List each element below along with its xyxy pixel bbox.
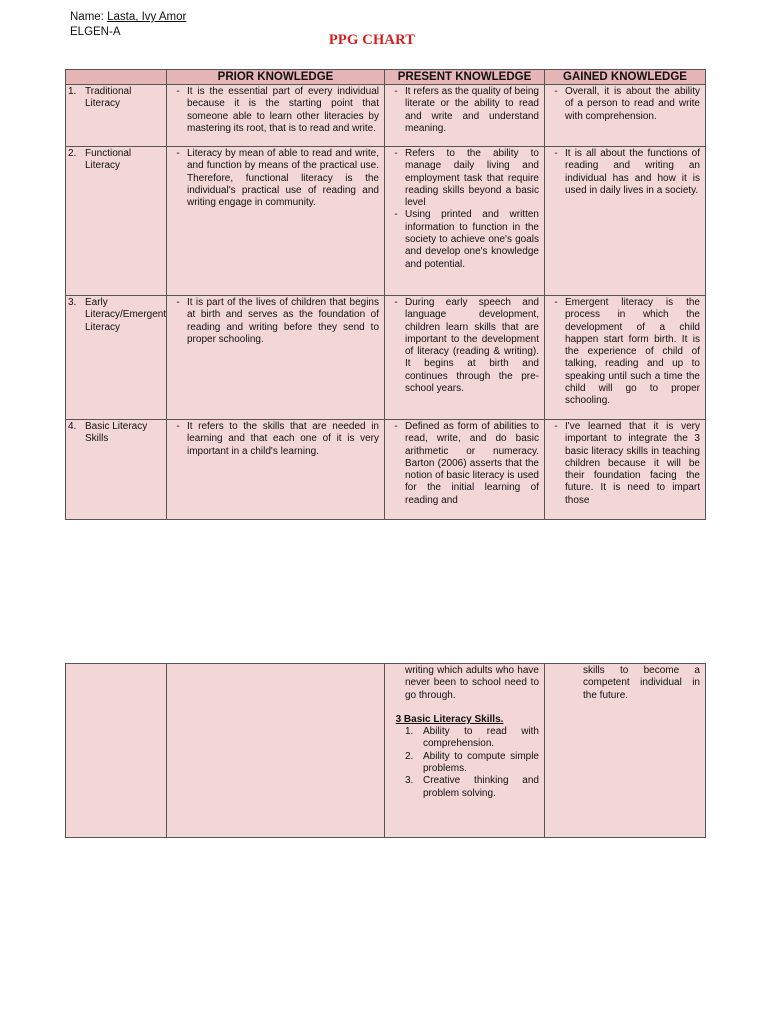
gained-cell: - Emergent literacy is the process in which the development of a child happen start form birth. It is the experience of child of talking, reading and up to speaking until such a time the child will go to proper schooling. xyxy=(545,296,706,420)
topic-label: Early Literacy/Emergent Literacy xyxy=(85,297,167,333)
name-label: Name: xyxy=(70,11,108,23)
list-item xyxy=(405,726,539,751)
list-item xyxy=(405,775,539,800)
gained-text: Emergent literacy is the process in which the development of a child happen start form birth. It is the experience of child of talking, reading and up to speaking until such a time the child will go to proper schooling. xyxy=(565,297,700,407)
gained-text: Overall, it is about the ability of a person to read and write with comprehension. xyxy=(565,86,700,122)
name-value: Lasta, Ivy Amor xyxy=(107,11,187,23)
topic-cell xyxy=(66,420,167,520)
table-row xyxy=(66,296,706,420)
prior-text: It refers to the skills that are needed in learning and that each one of it is very important in a child's learning. xyxy=(187,421,379,457)
topic-cell xyxy=(66,664,167,838)
topic-number: 2. xyxy=(68,148,77,159)
topic-number: 1. xyxy=(68,86,77,97)
gained-text: I've learned that it is very important to integrate the 3 basic literacy skills in teaching children because it will be their foundation facing the future. It is need to impart those xyxy=(565,421,700,506)
table-row xyxy=(66,147,706,296)
student-name xyxy=(70,10,186,24)
present-cell: - Refers to the ability to manage daily living and employment task that require reading skills beyond a basic level - Using printed and written information to function in the society to achieve one's goals and develop one's knowledge and potential. xyxy=(385,147,545,296)
table-row xyxy=(66,420,706,520)
prior-text: It is the essential part of every individual because it is the starting point that someone able to learn other literacies by mastering its root, that is to read and write. xyxy=(187,86,379,134)
column-header xyxy=(66,70,167,85)
column-header: GAINED KNOWLEDGE xyxy=(545,70,706,85)
present-cell: - During early speech and language development, children learn skills that are important to the development of literacy (reading & writing). It begins at birth and continues through the pre-school years. xyxy=(385,296,545,420)
gained-cell xyxy=(545,664,706,838)
topic-number: 4. xyxy=(68,421,77,432)
gained-cell: - It is all about the functions of reading and writing an individual has and how it is used in daily lives in a society. xyxy=(545,147,706,296)
gained-text: It is all about the functions of reading and writing an individual has and how it is used in daily lives in a society. xyxy=(565,148,700,196)
topic-cell xyxy=(66,147,167,296)
list-text: Ability to read with comprehension. xyxy=(423,726,539,750)
prior-text: Literacy by mean of able to read and write, and function by means of the practical use. Therefore, functional literacy is the individual's practical use of reading and writing engage in community. xyxy=(187,148,379,209)
present-text: Refers to the ability to manage daily living and employment task that require reading skills beyond a basic level xyxy=(405,148,539,209)
section-label: ELGEN-A xyxy=(70,26,121,38)
gained-cell: - I've learned that it is very important to integrate the 3 basic literacy skills in teaching children because it will be their foundation facing the future. It is need to impart those xyxy=(545,420,706,520)
basic-skills-list xyxy=(385,726,544,800)
column-header: PRESENT KNOWLEDGE xyxy=(385,70,545,85)
topic-cell xyxy=(66,85,167,147)
list-number: 2. xyxy=(405,750,414,762)
topic-number: 3. xyxy=(68,297,77,308)
prior-text: It is part of the lives of children that begins at birth and serves as the foundation of reading and writing before they send to proper schooling. xyxy=(187,297,379,345)
present-text: writing which adults who have never been to school need to go through. xyxy=(405,665,539,701)
list-text: Creative thinking and problem solving. xyxy=(423,775,539,799)
list-text: Ability to compute simple problems. xyxy=(423,750,539,775)
gained-cell: - Overall, it is about the ability of a person to read and write with comprehension. xyxy=(545,85,706,147)
topic-cell xyxy=(66,296,167,420)
present-cell: - Defined as form of abilities to read, write, and do basic arithmetic or numeracy. Barton (2006) asserts that the notion of basic literacy is used for the initial learning of reading and xyxy=(385,420,545,520)
topic-label: Basic Literacy Skills xyxy=(85,421,148,445)
present-text: It refers as the quality of being literate or the ability to read and write and understand meaning. xyxy=(405,86,539,134)
topic-label: Traditional Literacy xyxy=(85,86,132,110)
prior-cell: - It refers to the skills that are needed in learning and that each one of it is very important in a child's learning. xyxy=(167,420,385,520)
prior-cell: - Literacy by mean of able to read and write, and function by means of the practical use. Therefore, functional literacy is the individual's practical use of reading and writing engage in community. xyxy=(167,147,385,296)
prior-cell: - It is the essential part of every individual because it is the starting point that someone able to learn other literacies by mastering its root, that is to read and write. xyxy=(167,85,385,147)
prior-cell: - It is part of the lives of children that begins at birth and serves as the foundation of reading and writing before they send to proper schooling. xyxy=(167,296,385,420)
table-row xyxy=(66,664,706,838)
list-item xyxy=(405,751,539,776)
list-number: 3. xyxy=(405,775,414,787)
present-cell: - It refers as the quality of being literate or the ability to read and write and understand meaning. xyxy=(385,85,545,147)
gained-text: skills to become a competent individual in the future. xyxy=(583,665,700,701)
table-row xyxy=(66,85,706,147)
page-title: PPG CHART xyxy=(328,32,416,48)
column-header: PRIOR KNOWLEDGE xyxy=(167,70,385,85)
ppg-chart-table xyxy=(65,69,706,520)
present-text: Defined as form of abilities to read, write, and do basic arithmetic or numeracy. Barton (2006) asserts that the notion of basic literacy is used for the initial learning of reading and xyxy=(405,421,539,506)
list-number: 1. xyxy=(405,726,414,738)
present-cell xyxy=(385,664,545,838)
present-text: During early speech and language development, children learn skills that are important to the development of literacy (reading & writing). It begins at birth and continues through the pre-school years. xyxy=(405,297,539,395)
topic-label: Functional Literacy xyxy=(85,148,132,172)
basic-skills-heading: 3 Basic Literacy Skills. xyxy=(395,713,504,725)
prior-cell xyxy=(167,664,385,838)
table-header-row xyxy=(66,70,706,85)
present-text: Using printed and written information to function in the society to achieve one's goals and develop one's knowledge and potential. xyxy=(405,209,539,270)
ppg-chart-table-continuation xyxy=(65,663,706,838)
